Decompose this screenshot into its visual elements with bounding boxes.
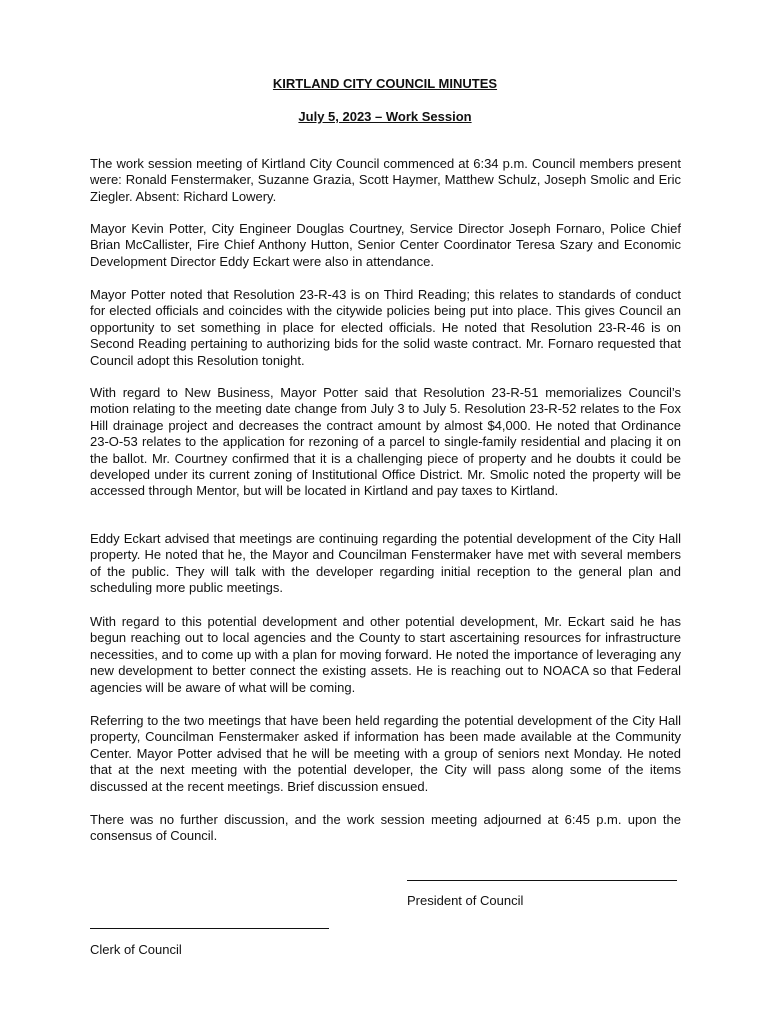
paragraph-resolutions: Mayor Potter noted that Resolution 23-R-43 is on Third Reading; this relates to standards of conduct for elected officials and coincides with the citywide policies being put into place. This gives Council an opportunity to set something in place for elected officials. He noted that Resolution 23-R-46 is on Second Reading pertaining to authorizing bids for the solid waste contract. Mr. Fornaro requested that Council adopt this Resolution tonight. (90, 287, 681, 368)
document-title: KIRTLAND CITY COUNCIL MINUTES (272, 76, 498, 91)
document-subtitle: July 5, 2023 – Work Session (298, 109, 472, 124)
president-signature-label: President of Council (407, 893, 524, 908)
paragraph-staff: Mayor Kevin Potter, City Engineer Douglas Courtney, Service Director Joseph Fornaro, Police Chief Brian McCallister, Fire Chief Anthony Hutton, Senior Center Coordinator Teresa Szary and Economic Development Director Eddy Eckart were also in attendance. (90, 221, 681, 269)
paragraph-meetings: Referring to the two meetings that have been held regarding the potential development of the City Hall property, Councilman Fenstermaker asked if information has been made available at the Community Center. Mayor Potter advised that he will be meeting with a group of seniors next Monday. He noted that at the next meeting with the potential developer, the City will pass along some of the items discussed at the recent meetings. Brief discussion ensued. (90, 713, 681, 794)
paragraph-adjourned: There was no further discussion, and the work session meeting adjourned at 6:45 p.m. upon the consensus of Council. (90, 812, 681, 844)
president-signature-line (407, 880, 677, 881)
clerk-signature-line (90, 928, 329, 929)
paragraph-attendance: The work session meeting of Kirtland City Council commenced at 6:34 p.m. Council members present were: Ronald Fenstermaker, Suzanne Grazia, Scott Haymer, Matthew Schulz, Joseph Smolic and Eric Ziegler. Absent: Richard Lowery. (90, 156, 681, 204)
paragraph-new-business: With regard to New Business, Mayor Potter said that Resolution 23-R-51 memorializes Council’s motion relating to the meeting date change from July 3 to July 5. Resolution 23-R-52 relates to the Fox Hill drainage project and decreases the contract amount by almost $4,000. He noted that Ordinance 23-O-53 relates to the application for rezoning of a parcel to single-family residential and placing it on the ballot. Mr. Courtney confirmed that it is a challenging piece of property and he doubts it could be developed under its current zoning of Institutional Office District. Mr. Smolic noted the property will be accessed through Mentor, but will be located in Kirtland and pay taxes to Kirtland. (90, 385, 681, 499)
clerk-signature-label: Clerk of Council (90, 942, 182, 957)
paragraph-city-hall: Eddy Eckart advised that meetings are continuing regarding the potential development of the City Hall property. He noted that he, the Mayor and Councilman Fenstermaker have met with several members of the public. They will talk with the developer regarding initial reception to the general plan and scheduling more public meetings. (90, 531, 681, 596)
paragraph-development: With regard to this potential development and other potential development, Mr. Eckart said he has begun reaching out to local agencies and the County to start ascertaining resources for infrastructure necessities, and to come up with a plan for moving forward. He noted the importance of leveraging any new development to better connect the existing assets. He is reaching out to NOACA so that Federal agencies will be aware of what will be coming. (90, 614, 681, 695)
